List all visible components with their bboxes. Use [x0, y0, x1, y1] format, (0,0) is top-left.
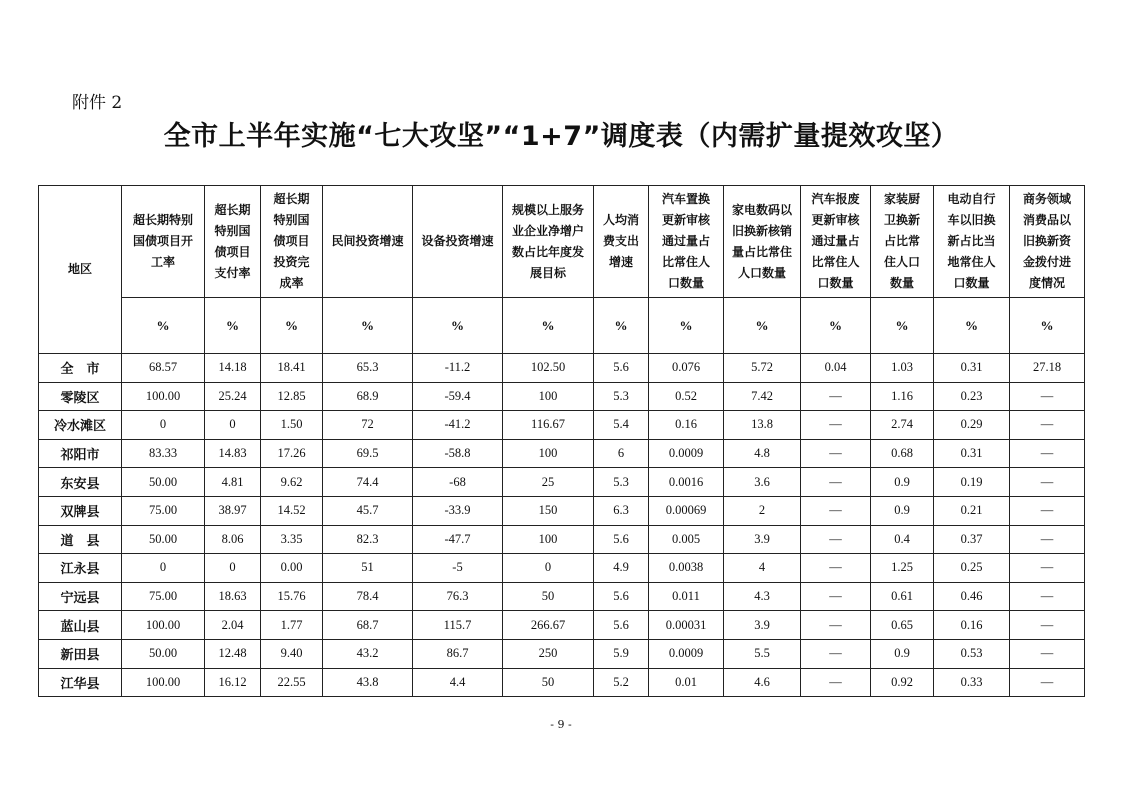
value-cell: 50.00 [122, 639, 205, 668]
value-cell: — [1010, 525, 1085, 554]
value-cell: 0.21 [934, 496, 1010, 525]
value-cell: 0.23 [934, 382, 1010, 411]
schedule-table [38, 185, 1085, 697]
table-row [39, 468, 1085, 497]
value-cell: 0.53 [934, 639, 1010, 668]
region-cell: 江华县 [39, 668, 122, 697]
region-cell: 蓝山县 [39, 611, 122, 640]
region-cell: 祁阳市 [39, 439, 122, 468]
value-cell: 50.00 [122, 525, 205, 554]
table-row [39, 525, 1085, 554]
value-cell: 266.67 [503, 611, 594, 640]
value-cell: 75.00 [122, 582, 205, 611]
value-cell: 6.3 [594, 496, 649, 525]
value-cell: — [801, 382, 871, 411]
table-row [39, 411, 1085, 440]
value-cell: 43.2 [323, 639, 413, 668]
region-cell: 冷水滩区 [39, 411, 122, 440]
value-cell: 2.74 [871, 411, 934, 440]
value-cell: 9.40 [261, 639, 323, 668]
value-cell: 4.4 [413, 668, 503, 697]
value-cell: — [801, 468, 871, 497]
table-row [39, 554, 1085, 583]
value-cell: 0.04 [801, 354, 871, 383]
value-cell: 0.4 [871, 525, 934, 554]
column-header: 民间投资增速 [323, 186, 413, 298]
value-cell: 68.9 [323, 382, 413, 411]
value-cell: 4.3 [724, 582, 801, 611]
value-cell: 0 [122, 554, 205, 583]
column-header: 家装厨卫换新占比常住人口数量 [871, 186, 934, 298]
value-cell: 5.5 [724, 639, 801, 668]
value-cell: 12.48 [205, 639, 261, 668]
value-cell: 1.25 [871, 554, 934, 583]
value-cell: 0.076 [649, 354, 724, 383]
unit-cell: % [261, 298, 323, 354]
value-cell: 3.9 [724, 525, 801, 554]
value-cell: 0 [503, 554, 594, 583]
value-cell: 0.68 [871, 439, 934, 468]
value-cell: — [1010, 411, 1085, 440]
value-cell: 0.9 [871, 468, 934, 497]
value-cell: 5.3 [594, 382, 649, 411]
value-cell: 22.55 [261, 668, 323, 697]
value-cell: 0.61 [871, 582, 934, 611]
unit-cell: % [122, 298, 205, 354]
value-cell: 100 [503, 382, 594, 411]
value-cell: — [801, 411, 871, 440]
value-cell: 0.31 [934, 439, 1010, 468]
value-cell: 4.6 [724, 668, 801, 697]
value-cell: 12.85 [261, 382, 323, 411]
column-header: 家电数码以旧换新核销量占比常住人口数量 [724, 186, 801, 298]
table-row [39, 611, 1085, 640]
value-cell: 8.06 [205, 525, 261, 554]
value-cell: 68.7 [323, 611, 413, 640]
value-cell: -33.9 [413, 496, 503, 525]
value-cell: 5.72 [724, 354, 801, 383]
value-cell: -47.7 [413, 525, 503, 554]
value-cell: 1.16 [871, 382, 934, 411]
value-cell: 18.41 [261, 354, 323, 383]
value-cell: 43.8 [323, 668, 413, 697]
unit-cell: % [413, 298, 503, 354]
value-cell: — [1010, 439, 1085, 468]
value-cell: 6 [594, 439, 649, 468]
table-row [39, 668, 1085, 697]
value-cell: 115.7 [413, 611, 503, 640]
value-cell: 14.52 [261, 496, 323, 525]
value-cell: 5.6 [594, 354, 649, 383]
value-cell: -68 [413, 468, 503, 497]
value-cell: 1.03 [871, 354, 934, 383]
column-header: 设备投资增速 [413, 186, 503, 298]
value-cell: 5.9 [594, 639, 649, 668]
value-cell: 250 [503, 639, 594, 668]
value-cell: 0.33 [934, 668, 1010, 697]
value-cell: -5 [413, 554, 503, 583]
value-cell: 5.3 [594, 468, 649, 497]
unit-cell: % [503, 298, 594, 354]
value-cell: 18.63 [205, 582, 261, 611]
value-cell: 0.16 [934, 611, 1010, 640]
value-cell: 75.00 [122, 496, 205, 525]
column-header: 超长期特别国债项目投资完成率 [261, 186, 323, 298]
value-cell: 4.81 [205, 468, 261, 497]
value-cell: 78.4 [323, 582, 413, 611]
column-header: 人均消费支出增速 [594, 186, 649, 298]
region-cell: 双牌县 [39, 496, 122, 525]
value-cell: 0.92 [871, 668, 934, 697]
value-cell: 2 [724, 496, 801, 525]
unit-cell: % [801, 298, 871, 354]
value-cell: — [801, 439, 871, 468]
value-cell: — [801, 668, 871, 697]
value-cell: — [801, 554, 871, 583]
region-cell: 宁远县 [39, 582, 122, 611]
value-cell: 100.00 [122, 382, 205, 411]
value-cell: 0.0009 [649, 639, 724, 668]
value-cell: 100.00 [122, 668, 205, 697]
value-cell: 102.50 [503, 354, 594, 383]
value-cell: 74.4 [323, 468, 413, 497]
value-cell: 100 [503, 525, 594, 554]
value-cell: 1.50 [261, 411, 323, 440]
value-cell: — [801, 525, 871, 554]
value-cell: 50 [503, 668, 594, 697]
value-cell: 0.005 [649, 525, 724, 554]
region-cell: 道 县 [39, 525, 122, 554]
value-cell: 13.8 [724, 411, 801, 440]
table-row [39, 354, 1085, 383]
unit-cell: % [594, 298, 649, 354]
value-cell: -59.4 [413, 382, 503, 411]
value-cell: 0.00069 [649, 496, 724, 525]
region-cell: 零陵区 [39, 382, 122, 411]
header-row [39, 186, 1085, 298]
column-header: 电动自行车以旧换新占比当地常住人口数量 [934, 186, 1010, 298]
value-cell: 0.00 [261, 554, 323, 583]
value-cell: 0 [205, 554, 261, 583]
region-cell: 全 市 [39, 354, 122, 383]
table-body [39, 354, 1085, 697]
page-title: 全市上半年实施“七大攻坚”“1+7”调度表（内需扩量提效攻坚） [163, 121, 959, 152]
value-cell: 116.67 [503, 411, 594, 440]
value-cell: 0.9 [871, 639, 934, 668]
value-cell: 7.42 [724, 382, 801, 411]
value-cell: 0.011 [649, 582, 724, 611]
value-cell: 83.33 [122, 439, 205, 468]
unit-cell: % [724, 298, 801, 354]
value-cell: — [1010, 468, 1085, 497]
value-cell: 15.76 [261, 582, 323, 611]
value-cell: 150 [503, 496, 594, 525]
table-row [39, 496, 1085, 525]
value-cell: — [1010, 611, 1085, 640]
value-cell: 0.16 [649, 411, 724, 440]
value-cell: 0 [122, 411, 205, 440]
table-row [39, 382, 1085, 411]
value-cell: 27.18 [1010, 354, 1085, 383]
value-cell: 86.7 [413, 639, 503, 668]
value-cell: 5.6 [594, 611, 649, 640]
unit-cell: % [205, 298, 261, 354]
table-row [39, 439, 1085, 468]
value-cell: 0.01 [649, 668, 724, 697]
unit-cell: % [934, 298, 1010, 354]
value-cell: 3.6 [724, 468, 801, 497]
value-cell: — [801, 582, 871, 611]
column-header: 规模以上服务业企业净增户数占比年度发展目标 [503, 186, 594, 298]
value-cell: 0.25 [934, 554, 1010, 583]
value-cell: 69.5 [323, 439, 413, 468]
attachment-label: 附件 2 [72, 93, 123, 113]
column-header: 商务领域消费品以旧换新资金拨付进度情况 [1010, 186, 1085, 298]
value-cell: 5.6 [594, 582, 649, 611]
value-cell: 0.9 [871, 496, 934, 525]
value-cell: -41.2 [413, 411, 503, 440]
value-cell: 0.31 [934, 354, 1010, 383]
unit-cell: % [1010, 298, 1085, 354]
value-cell: — [801, 639, 871, 668]
value-cell: 9.62 [261, 468, 323, 497]
value-cell: 0.46 [934, 582, 1010, 611]
column-header: 超长期特别国债项目支付率 [205, 186, 261, 298]
value-cell: 0.29 [934, 411, 1010, 440]
value-cell: 16.12 [205, 668, 261, 697]
value-cell: 100.00 [122, 611, 205, 640]
unit-cell: % [871, 298, 934, 354]
value-cell: 65.3 [323, 354, 413, 383]
value-cell: -11.2 [413, 354, 503, 383]
value-cell: 0.0038 [649, 554, 724, 583]
value-cell: 0.52 [649, 382, 724, 411]
value-cell: — [1010, 382, 1085, 411]
value-cell: — [1010, 668, 1085, 697]
value-cell: 38.97 [205, 496, 261, 525]
value-cell: — [1010, 639, 1085, 668]
value-cell: 4.9 [594, 554, 649, 583]
value-cell: 14.18 [205, 354, 261, 383]
value-cell: — [1010, 582, 1085, 611]
value-cell: 2.04 [205, 611, 261, 640]
value-cell: — [1010, 496, 1085, 525]
value-cell: 4.8 [724, 439, 801, 468]
value-cell: 45.7 [323, 496, 413, 525]
value-cell: 5.4 [594, 411, 649, 440]
page-number: - 9 - [550, 718, 572, 731]
value-cell: 68.57 [122, 354, 205, 383]
value-cell: 0.19 [934, 468, 1010, 497]
region-cell: 新田县 [39, 639, 122, 668]
table-row [39, 582, 1085, 611]
value-cell: -58.8 [413, 439, 503, 468]
value-cell: 82.3 [323, 525, 413, 554]
value-cell: 50.00 [122, 468, 205, 497]
value-cell: 4 [724, 554, 801, 583]
value-cell: 25 [503, 468, 594, 497]
column-header: 超长期特别国债项目开工率 [122, 186, 205, 298]
value-cell: 0 [205, 411, 261, 440]
value-cell: 50 [503, 582, 594, 611]
value-cell: 1.77 [261, 611, 323, 640]
value-cell: 3.35 [261, 525, 323, 554]
value-cell: 3.9 [724, 611, 801, 640]
region-cell: 江永县 [39, 554, 122, 583]
value-cell: 0.65 [871, 611, 934, 640]
table-row [39, 639, 1085, 668]
value-cell: 17.26 [261, 439, 323, 468]
value-cell: 76.3 [413, 582, 503, 611]
value-cell: 72 [323, 411, 413, 440]
unit-cell: % [323, 298, 413, 354]
value-cell: 0.0016 [649, 468, 724, 497]
value-cell: — [801, 496, 871, 525]
region-header: 地区 [39, 186, 122, 354]
value-cell: 25.24 [205, 382, 261, 411]
value-cell: 51 [323, 554, 413, 583]
value-cell: 0.0009 [649, 439, 724, 468]
value-cell: — [801, 611, 871, 640]
value-cell: — [1010, 554, 1085, 583]
value-cell: 0.00031 [649, 611, 724, 640]
value-cell: 14.83 [205, 439, 261, 468]
unit-cell: % [649, 298, 724, 354]
value-cell: 100 [503, 439, 594, 468]
value-cell: 5.2 [594, 668, 649, 697]
unit-row [39, 298, 1085, 354]
value-cell: 0.37 [934, 525, 1010, 554]
column-header: 汽车报废更新审核通过量占比常住人口数量 [801, 186, 871, 298]
value-cell: 5.6 [594, 525, 649, 554]
region-cell: 东安县 [39, 468, 122, 497]
column-header: 汽车置换更新审核通过量占比常住人口数量 [649, 186, 724, 298]
